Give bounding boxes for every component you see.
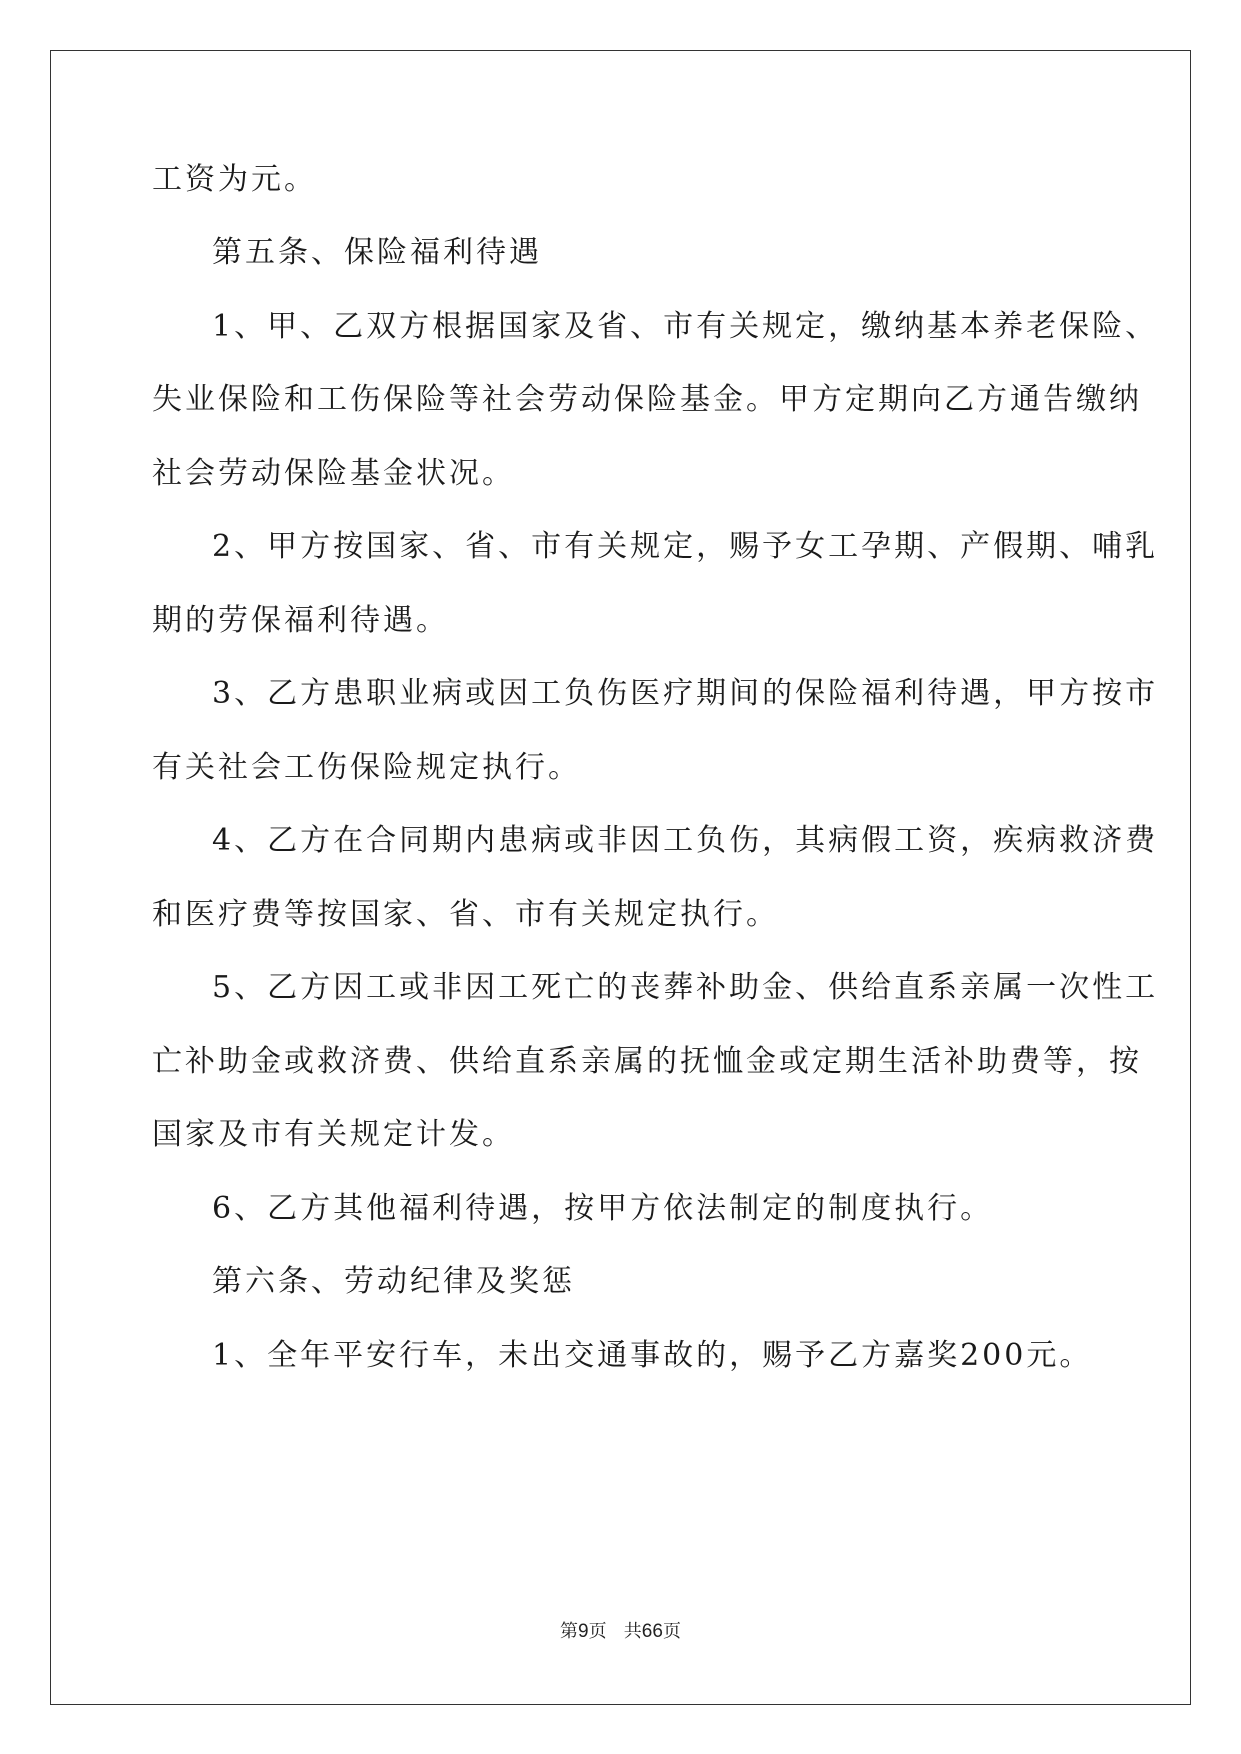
text-line: 和医疗费等按国家、省、市有关规定执行。: [152, 897, 779, 932]
page-border: [50, 50, 1191, 1705]
text-line: 亡补助金或救济费、供给直系亲属的抚恤金或定期生活补助费等，按: [152, 1044, 1142, 1079]
total-suffix: 页: [662, 1621, 681, 1642]
page-suffix: 页: [588, 1621, 607, 1642]
text-line: 失业保险和工伤保险等社会劳动保险基金。甲方定期向乙方通告缴纳: [152, 382, 1142, 417]
total-pages: 66: [641, 1621, 663, 1642]
text-line: 工资为元。: [152, 162, 317, 197]
text-line: 期的劳保福利待遇。: [152, 603, 449, 638]
text-line: 2、甲方按国家、省、市有关规定，赐予女工孕期、产假期、哺乳: [212, 529, 1159, 564]
page-prefix: 第: [560, 1621, 579, 1642]
section-heading: 第六条、劳动纪律及奖惩: [212, 1264, 575, 1299]
section-heading: 第五条、保险福利待遇: [212, 235, 542, 270]
text-line: 有关社会工伤保险规定执行。: [152, 750, 581, 785]
page-number: 9: [578, 1621, 589, 1642]
text-line: 社会劳动保险基金状况。: [152, 456, 515, 491]
page-footer: [0, 1620, 1241, 1644]
text-line: 3、乙方患职业病或因工负伤医疗期间的保险福利待遇，甲方按市: [212, 676, 1159, 711]
text-line: 6、乙方其他福利待遇，按甲方依法制定的制度执行。: [212, 1191, 994, 1226]
text-line: 国家及市有关规定计发。: [152, 1117, 515, 1152]
text-line: 1、全年平安行车，未出交通事故的，赐予乙方嘉奖200元。: [212, 1338, 1093, 1373]
total-prefix: 共: [623, 1621, 642, 1642]
text-line: 4、乙方在合同期内患病或非因工负伤，其病假工资，疾病救济费: [212, 823, 1159, 858]
text-line: 1、甲、乙双方根据国家及省、市有关规定，缴纳基本养老保险、: [212, 309, 1159, 344]
text-line: 5、乙方因工或非因工死亡的丧葬补助金、供给直系亲属一次性工: [212, 970, 1159, 1005]
